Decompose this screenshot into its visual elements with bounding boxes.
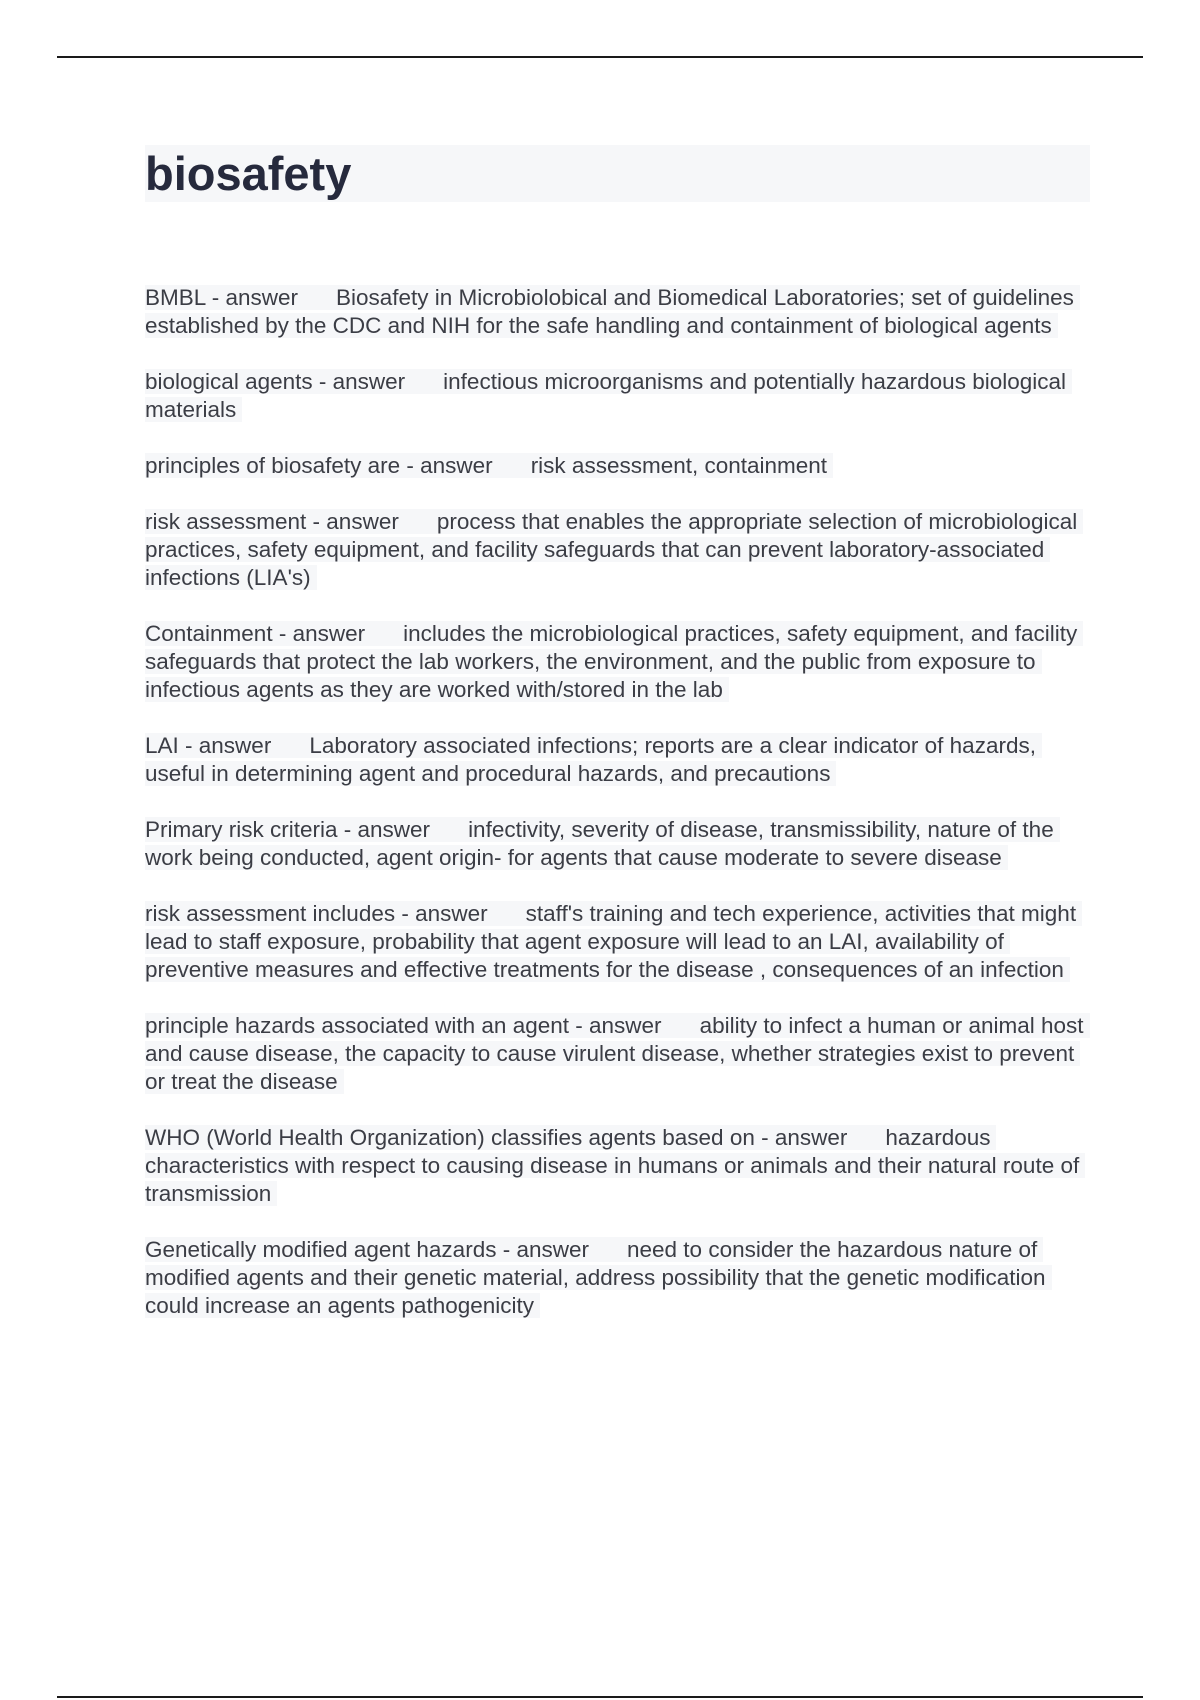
flashcard: principle hazards associated with an agent - answer ability to infect a human or animal host and cause disease, the capacity to cause virulent disease, whether strategies exist to prevent or treat the disease xyxy=(145,1012,1090,1096)
card-separator: answer xyxy=(415,901,488,926)
flashcard: WHO (World Health Organization) classifies agents based on - answer hazardous characteristics with respect to causing disease in humans or animals and their natural route of transmission xyxy=(145,1124,1090,1208)
flashcard: Containment - answer includes the microbiological practices, safety equipment, and facility safeguards that protect the lab workers, the environment, and the public from exposure to infectious agents as they are worked with/stored in the lab xyxy=(145,620,1090,704)
card-separator: answer xyxy=(332,369,406,394)
card-definition: includes the microbiological practices, safety equipment, and facility safeguards that protect the lab workers, the environment, and the public from exposure to infectious agents as they are worked with/stored in the lab xyxy=(145,621,1078,702)
flashcard: BMBL - answer Biosafety in Microbiolobical and Biomedical Laboratories; set of guidelines established by the CDC and NIH for the safe handling and containment of biological agents xyxy=(145,284,1090,340)
card-definition: infectious microorganisms and potentially hazardous biological materials xyxy=(145,369,1067,422)
card-term: Genetically modified agent hazards xyxy=(145,1237,497,1262)
card-definition: need to consider the hazardous nature of modified agents and their genetic material, address possibility that the genetic modification could increase an agents pathogenicity xyxy=(145,1237,1046,1318)
card-definition: ability to infect a human or animal host and cause disease, the capacity to cause virulent disease, whether strategies exist to prevent or treat the disease xyxy=(145,1013,1084,1094)
bottom-rule xyxy=(57,1696,1143,1698)
flashcard: principles of biosafety are - answer risk assessment, containment xyxy=(145,452,1090,480)
card-term: biological agents xyxy=(145,369,313,394)
flashcard: Primary risk criteria - answer infectivity, severity of disease, transmissibility, nature of the work being conducted, agent origin- for agents that cause moderate to severe disease xyxy=(145,816,1090,872)
flashcard: biological agents - answer infectious microorganisms and potentially hazardous biological materials xyxy=(145,368,1090,424)
card-term: principle hazards associated with an agent xyxy=(145,1013,570,1038)
card-term: Containment xyxy=(145,621,273,646)
card-definition: process that enables the appropriate selection of microbiological practices, safety equipment, and facility safeguards that can prevent laboratory-associated infections (LIA's) xyxy=(145,509,1078,590)
card-term: LAI xyxy=(145,733,179,758)
flashcard: Genetically modified agent hazards - answer need to consider the hazardous nature of modified agents and their genetic material, address possibility that the genetic modification could increase an agents pathogenicity xyxy=(145,1236,1090,1320)
card-definition: hazardous characteristics with respect to causing disease in humans or animals and their natural route of transmission xyxy=(145,1125,1080,1206)
card-definition: Biosafety in Microbiolobical and Biomedical Laboratories; set of guidelines established by the CDC and NIH for the safe handling and containment of biological agents xyxy=(145,285,1074,338)
card-definition: risk assessment, containment xyxy=(530,453,828,478)
card-separator: answer xyxy=(225,285,298,310)
top-rule xyxy=(57,56,1143,58)
card-separator: answer xyxy=(326,509,399,534)
flashcard: LAI - answer Laboratory associated infections; reports are a clear indicator of hazards, useful in determining agent and procedural hazards, and precautions xyxy=(145,732,1090,788)
card-separator: answer xyxy=(516,1237,589,1262)
card-definition: infectivity, severity of disease, transmissibility, nature of the work being conducted, agent origin- for agents that cause moderate to severe disease xyxy=(145,817,1054,870)
flashcard: risk assessment - answer process that enables the appropriate selection of microbiological practices, safety equipment, and facility safeguards that can prevent laboratory-associated infections (LIA's) xyxy=(145,508,1090,592)
card-definition: Laboratory associated infections; reports are a clear indicator of hazards, useful in determining agent and procedural hazards, and precautions xyxy=(145,733,1036,786)
flashcard: risk assessment includes - answer staff's training and tech experience, activities that might lead to staff exposure, probability that agent exposure will lead to an LAI, availability of preventive measures and effective treatments for the disease , consequences of an infection xyxy=(145,900,1090,984)
card-separator: answer xyxy=(420,453,493,478)
card-separator: answer xyxy=(589,1013,662,1038)
card-term: risk assessment includes xyxy=(145,901,396,926)
card-term: BMBL xyxy=(145,285,206,310)
card-term: Primary risk criteria xyxy=(145,817,338,842)
card-separator: answer xyxy=(357,817,431,842)
card-term: principles of biosafety are xyxy=(145,453,401,478)
card-term: WHO (World Health Organization) classifies agents based on xyxy=(145,1125,755,1150)
flashcard-list xyxy=(145,284,1090,1348)
page-title: biosafety xyxy=(145,147,352,200)
card-separator: answer xyxy=(774,1125,848,1150)
card-separator: answer xyxy=(292,621,366,646)
card-term: risk assessment xyxy=(145,509,307,534)
card-definition: staff's training and tech experience, activities that might lead to staff exposure, probability that agent exposure will lead to an LAI, availability of preventive measures and effective treatments for the disease , consequences of an infection xyxy=(145,901,1077,982)
card-separator: answer xyxy=(198,733,272,758)
